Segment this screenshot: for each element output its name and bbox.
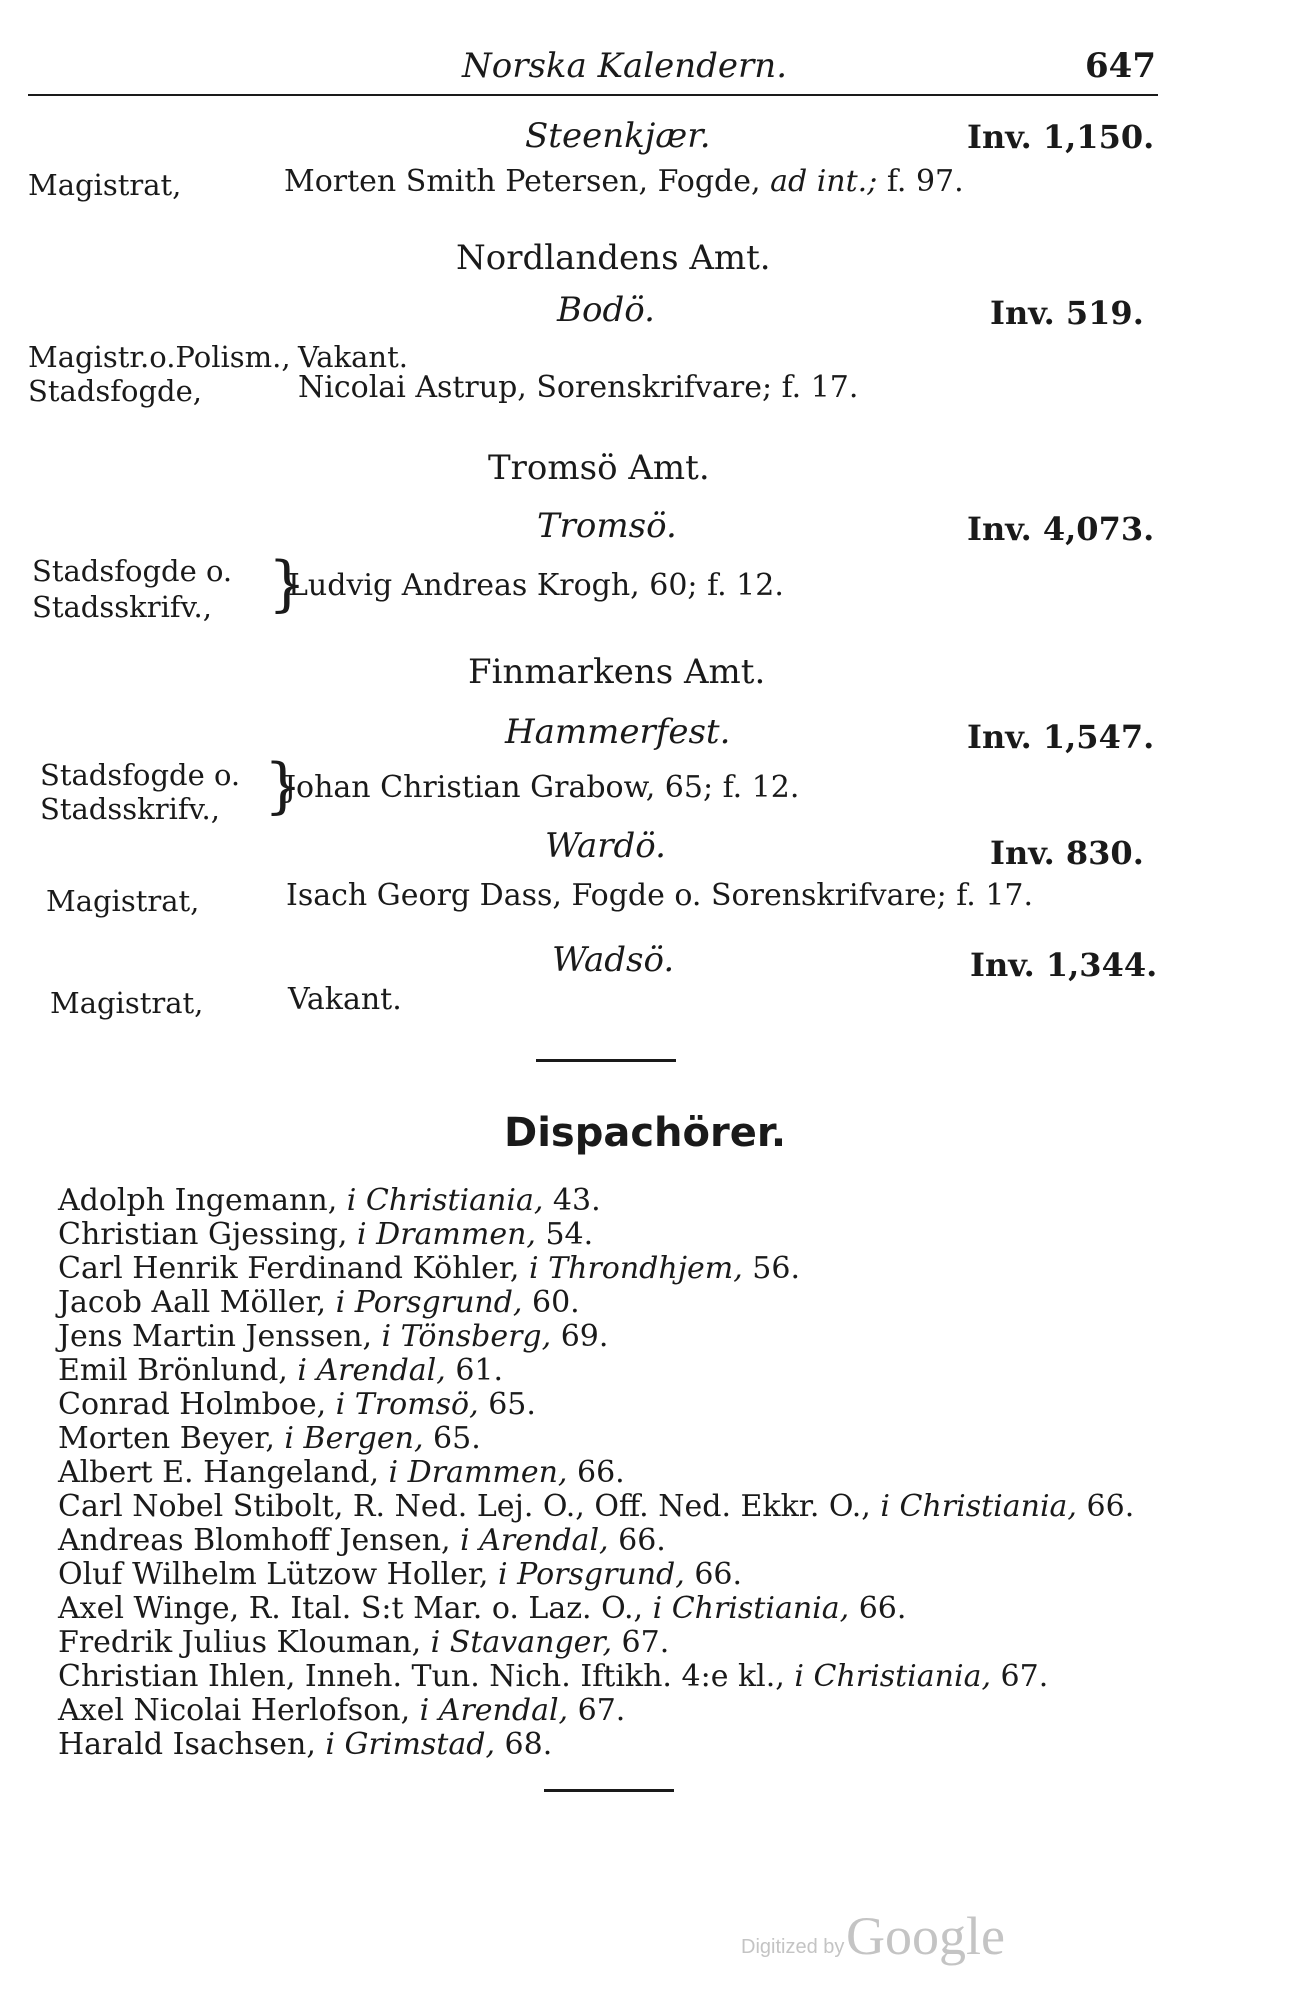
role-stadsskrifv: Stadsskrifv., [40,792,220,826]
inv-wadso: Inv. 1,344. [970,946,1158,984]
entry-text: Morten Smith Petersen, Fogde, [284,164,771,199]
inv-bodo: Inv. 519. [990,294,1144,332]
entry-vakant: Vakant. [288,982,402,1017]
header-rule [28,94,1158,96]
list-item-place: i Arendal, [419,1693,569,1728]
list-item [58,1456,1134,1490]
list-item-name: Oluf Wilhelm Lützow Holler, [58,1557,498,1592]
list-item-name: Harald Isachsen, [58,1727,326,1762]
brace: } [268,549,307,619]
list-item [58,1660,1134,1694]
list-item [58,1184,1134,1218]
list-item-place: i Porsgrund, [335,1285,523,1320]
list-item-year: 66. [608,1523,666,1558]
amt-finmark: Finmarkens Amt. [468,652,766,692]
list-item [58,1252,1134,1286]
role-stadsfogde-o: Stadsfogde o. [32,554,233,588]
watermark-digitized-by: Digitized by [741,1936,845,1958]
role-magistr-polism: Magistr.o.Polism., [28,340,291,374]
list-item [58,1354,1134,1388]
list-item-place: i Stavanger, [430,1625,612,1660]
list-item-name: Conrad Holmboe, [58,1387,336,1422]
list-item [58,1626,1134,1660]
list-item-year: 67. [568,1693,626,1728]
list-item-year: 54. [535,1217,594,1252]
entry-astrup: Nicolai Astrup, Sorenskrifvare; f. 17. [298,370,859,405]
amt-tromso: Tromsö Amt. [488,448,710,488]
entry-krogh: Ludvig Andreas Krogh, 60; f. 12. [288,568,784,603]
list-item-place: i Porsgrund, [497,1557,685,1592]
list-item-year: 61. [445,1353,504,1388]
list-item-place: i Drammen, [357,1217,536,1252]
list-item-year: 66. [567,1455,625,1490]
role-magistrat: Magistrat, [46,884,200,918]
list-item-year: 65. [478,1387,536,1422]
list-item-name: Fredrik Julius Klouman, [58,1625,431,1660]
list-item [58,1422,1134,1456]
role-magistrat: Magistrat, [50,986,204,1020]
list-item-name: Carl Henrik Ferdinand Köhler, [58,1251,529,1286]
list-item-year: 65. [423,1421,481,1456]
list-item [58,1592,1134,1626]
amt-nordland: Nordlandens Amt. [456,238,771,278]
list-item [58,1490,1134,1524]
list-item-name: Christian Ihlen, Inneh. Tun. Nich. Iftikh. 4:e kl., [58,1659,795,1694]
watermark-google: Google [846,1906,1005,1966]
list-item-name: Jacob Aall Möller, [58,1285,336,1320]
list-item-name: Carl Nobel Stibolt, R. Ned. Lej. O., Off. Ned. Ekkr. O., [58,1489,881,1524]
list-item [58,1694,1134,1728]
list-item-name: Morten Beyer, [58,1421,285,1456]
place-tromso: Tromsö. [537,506,677,546]
place-wardo: Wardö. [545,826,666,866]
role-magistrat: Magistrat, [28,168,182,202]
list-item-place: i Arendal, [460,1523,609,1558]
name-vakant: Vakant. [298,340,408,374]
list-item-name: Emil Brönlund, [58,1353,298,1388]
place-steenkjaer: Steenkjær. [525,116,711,156]
list-item-year: 66. [1076,1489,1135,1524]
inv-wardo: Inv. 830. [990,834,1144,872]
role-stadsfogde: Stadsfogde, [28,374,202,408]
list-item-year: 69. [551,1319,609,1354]
list-item-place: i Throndhjem, [529,1251,743,1286]
list-item-place: i Tromsö, [335,1387,479,1422]
inv-steenkjaer: Inv. 1,150. [967,118,1155,156]
brace: } [264,751,303,821]
list-item-place: i Drammen, [388,1455,568,1490]
section-divider [536,1059,676,1062]
entry-italic: ad int.; [770,164,878,199]
list-item [58,1524,1134,1558]
list-item-place: i Christiania, [346,1183,544,1218]
entry-dass: Isach Georg Dass, Fogde o. Sorenskrifvare; f. 17. [286,878,1034,913]
inv-tromso: Inv. 4,073. [967,510,1155,548]
place-hammerfest: Hammerfest. [505,712,731,752]
list-item-name: Christian Gjessing, [58,1217,358,1252]
inv-hammerfest: Inv. 1,547. [967,718,1155,756]
list-item-place: i Tönsberg, [381,1319,552,1354]
list-item-name: Adolph Ingemann, [58,1183,347,1218]
list-item-year: 43. [543,1183,601,1218]
list-item-place: i Arendal, [297,1353,446,1388]
list-item [58,1286,1134,1320]
list-item-name: Andreas Blomhoff Jensen, [58,1523,461,1558]
list-item-name: Jens Martin Jenssen, [58,1319,382,1354]
list-item [58,1320,1134,1354]
role-stadsfogde-o: Stadsfogde o. [40,758,241,792]
section-divider [544,1789,674,1792]
list-item [58,1218,1134,1252]
list-item-year: 66. [684,1557,743,1592]
list-item-year: 60. [522,1285,580,1320]
list-item-year: 67. [991,1659,1049,1694]
dispachorer-list [58,1184,1134,1762]
section-title-dispachorer: Dispachörer. [504,1110,787,1156]
running-title: Norska Kalendern. [462,46,788,86]
list-item-place: i Christiania, [880,1489,1077,1524]
list-item-year: 68. [494,1727,553,1762]
list-item [58,1388,1134,1422]
list-item-year: 66. [849,1591,907,1626]
list-item-name: Axel Nicolai Herlofson, [58,1693,420,1728]
list-item-place: i Christiania, [794,1659,991,1694]
place-wadso: Wadsö. [552,940,675,980]
entry-text: f. 97. [877,164,964,199]
list-item [58,1728,1134,1762]
list-item-place: i Grimstad, [325,1727,495,1762]
page-number: 647 [1085,46,1156,86]
list-item-year: 56. [742,1251,800,1286]
list-item-name: Axel Winge, R. Ital. S:t Mar. o. Laz. O., [58,1591,653,1626]
list-item-place: i Bergen, [284,1421,424,1456]
list-item-name: Albert E. Hangeland, [58,1455,389,1490]
list-item-place: i Christiania, [652,1591,850,1626]
entry-grabow: Johan Christian Grabow, 65; f. 12. [284,770,800,805]
entry-steenkjaer [284,164,964,199]
place-bodo: Bodö. [557,290,655,330]
role-stadsskrifv: Stadsskrifv., [32,590,212,624]
list-item-year: 67. [612,1625,670,1660]
list-item [58,1558,1134,1592]
